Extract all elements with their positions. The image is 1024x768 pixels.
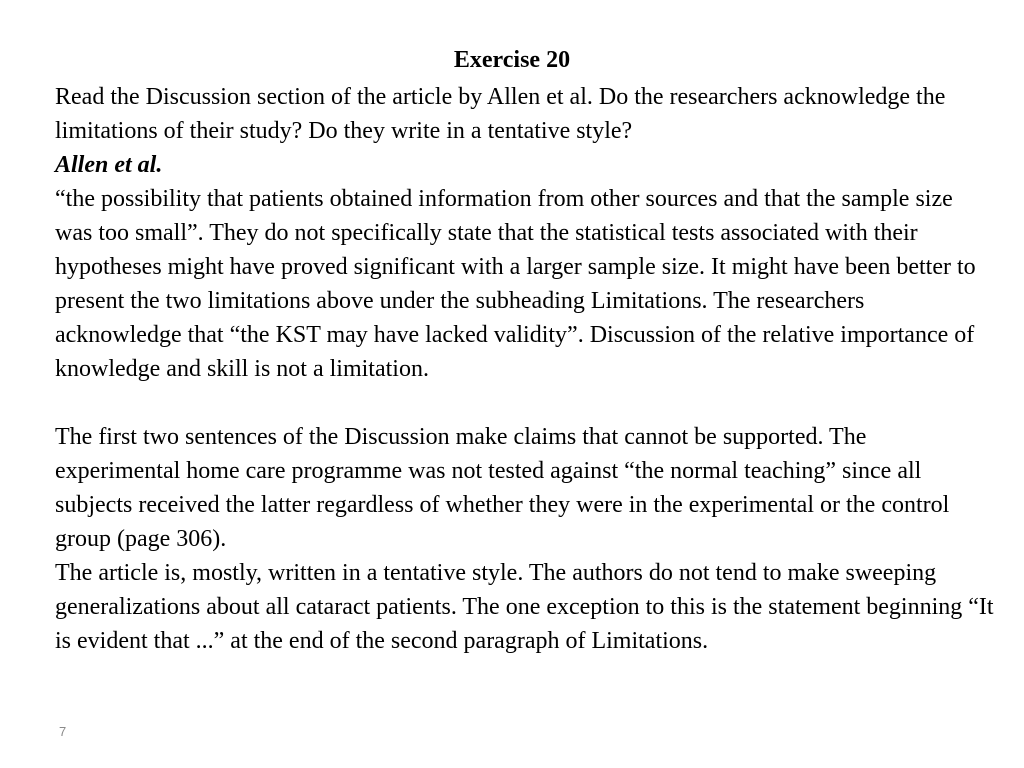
- exercise-question: Read the Discussion section of the article by Allen et al. Do the researchers acknowledge the limitations of their study? Do they write in a tentative style?: [55, 84, 946, 144]
- slide-body: [55, 80, 995, 658]
- page-number: 7: [59, 724, 67, 739]
- slide-title: Exercise 20: [453, 47, 571, 73]
- paragraph-limitations: “the possibility that patients obtained information from other sources and that the sample size was too small”. They do not specifically state that the statistical tests associated with their hypotheses might have proved significant with a larger sample size. It might have been better to present the two limitations above under the subheading Limitations. The researchers acknowledge that “the KST may have lacked validity”. Discussion of the relative importance of knowledge and skill is not a limitation.: [55, 186, 976, 382]
- paragraph-tentative-style: The article is, mostly, written in a tentative style. The authors do not tend to make sweeping generalizations about all cataract patients. The one exception to this is the statement beginning “It is evident that ...” at the end of the second paragraph of Limitations.: [55, 560, 994, 654]
- article-subheading: Allen et al.: [55, 152, 163, 178]
- paragraph-spacer: [55, 386, 995, 420]
- paragraph-discussion-claims: The first two sentences of the Discussion make claims that cannot be supported. The experimental home care programme was not tested against “the normal teaching” since all subjects received the latter regardless of whether they were in the experimental or the control group (page 306).: [55, 424, 950, 552]
